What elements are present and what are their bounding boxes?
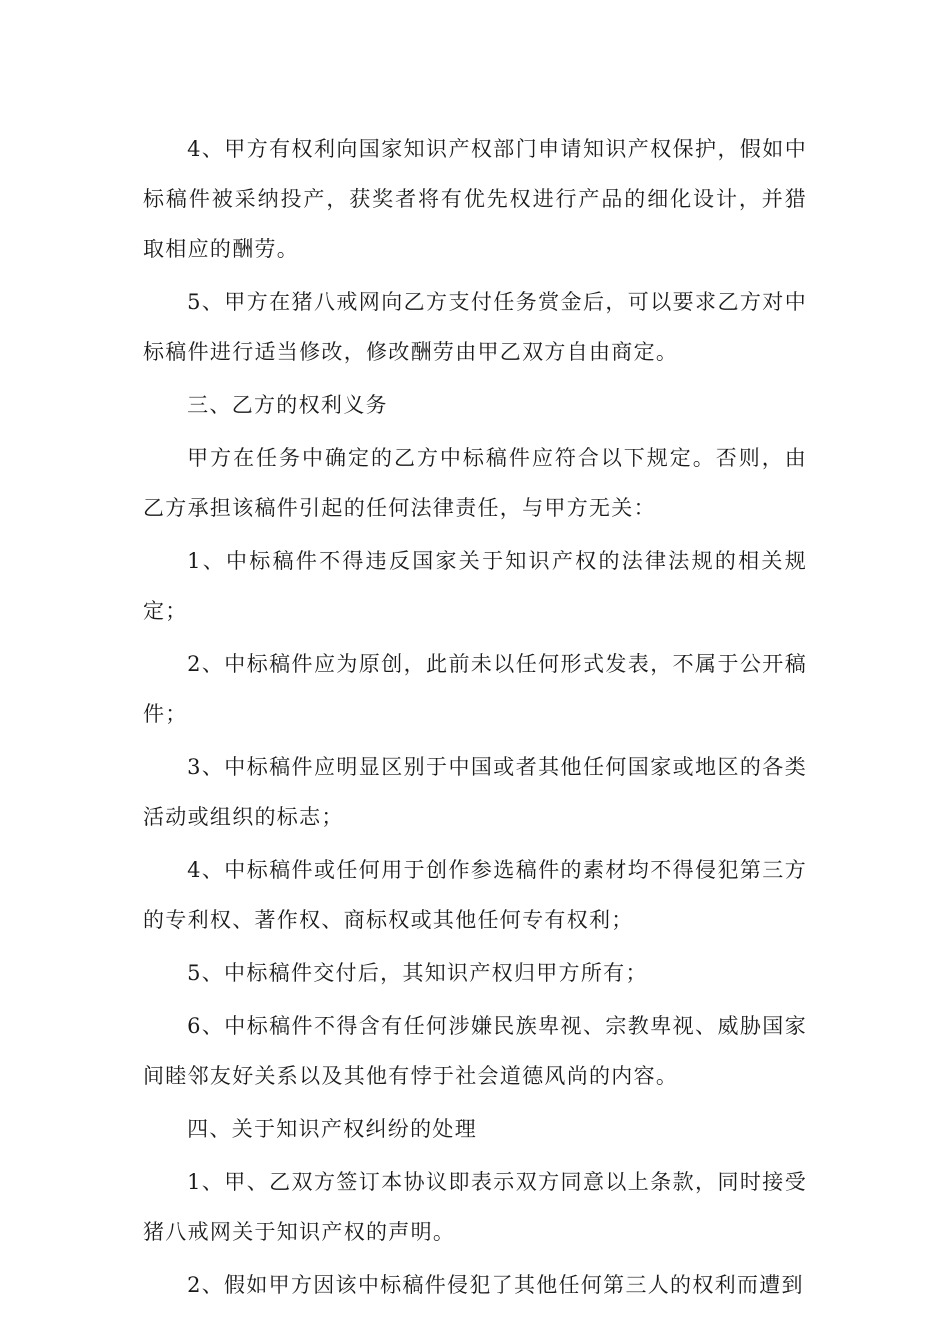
section-heading-ip-disputes: 四、关于知识产权纠纷的处理 (187, 1117, 477, 1141)
section-heading-party-b-rights: 三、乙方的权利义务 (187, 393, 388, 417)
clause-c2-infringement: 2、假如甲方因该中标稿件侵犯了其他任何第三人的权利而遭到 (187, 1273, 804, 1297)
clause-b6-content-restrictions: 6、中标稿件不得含有任何涉嫌民族卑视、宗教卑视、威胁国家间睦邻友好关系以及其他有悖于社会道德风尚的内容。 (143, 1014, 807, 1088)
party-b-intro-paragraph: 甲方在任务中确定的乙方中标稿件应符合以下规定。否则，由乙方承担该稿件引起的任何法律责任，与甲方无关： (143, 446, 807, 520)
document-body (143, 124, 807, 1313)
clause-c1-agreement-acceptance: 1、甲、乙双方签订本协议即表示双方同意以上条款，同时接受猪八戒网关于知识产权的声明。 (143, 1170, 807, 1244)
clause-b3-distinct-logo: 3、中标稿件应明显区别于中国或者其他任何国家或地区的各类活动或组织的标志； (143, 755, 807, 829)
clause-b2-originality: 2、中标稿件应为原创，此前未以任何形式发表，不属于公开稿件； (143, 652, 807, 726)
clause-b1-no-violation: 1、中标稿件不得违反国家关于知识产权的法律法规的相关规定； (143, 549, 807, 623)
clause-b4-third-party-rights: 4、中标稿件或任何用于创作参选稿件的素材均不得侵犯第三方的专利权、著作权、商标权或其他任何专有权利； (143, 858, 807, 932)
clause-a5-revision-request: 5、甲方在猪八戒网向乙方支付任务赏金后，可以要求乙方对中标稿件进行适当修改，修改酬劳由甲乙双方自由商定。 (143, 290, 807, 364)
clause-b5-ip-ownership: 5、中标稿件交付后，其知识产权归甲方所有； (187, 961, 648, 985)
clause-a4-patent-rights: 4、甲方有权利向国家知识产权部门申请知识产权保护，假如中标稿件被采纳投产，获奖者将有优先权进行产品的细化设计，并猎取相应的酬劳。 (143, 137, 807, 261)
